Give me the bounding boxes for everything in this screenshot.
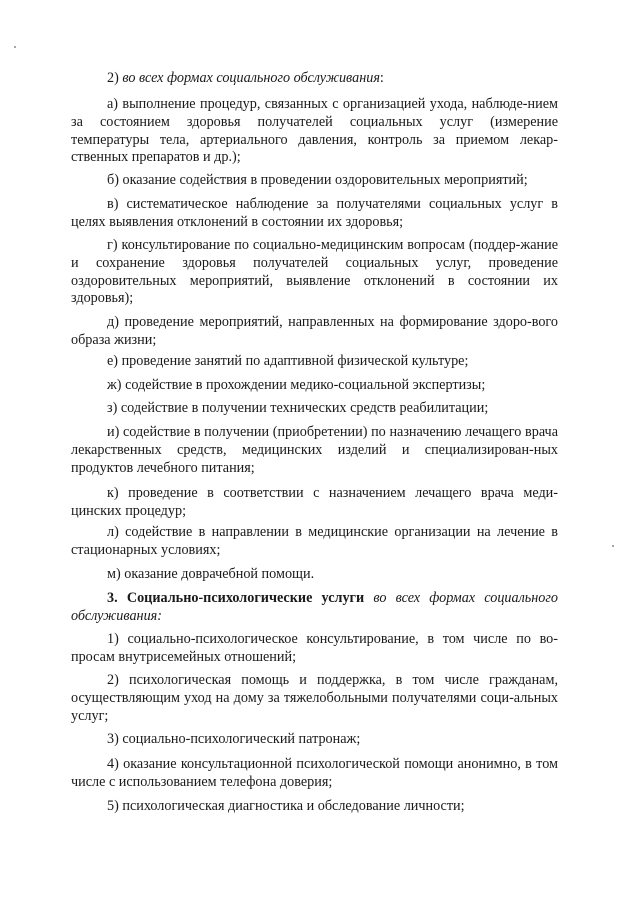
scan-speck <box>612 545 614 547</box>
para-e: е) проведение занятий по адаптивной физической культуре; <box>107 353 469 369</box>
para-v: в) систематическое наблюдение за получателями социальных услуг в целях выявления отклонений в состоянии их здоровья; <box>71 196 558 230</box>
para-2-heading: 2) во всех формах социального обслуживания: <box>107 70 384 86</box>
para-3-4: 4) оказание консультационной психологической помощи анонимно, в том числе с использованием телефона доверия; <box>71 756 558 790</box>
section-3-heading: 3. Социально-психологические услуги во всех формах социального обслуживания: <box>71 590 559 624</box>
para-3-2: 2) психологическая помощь и поддержка, в том числе гражданам, осуществляющим уход на дому за тяжелобольными получателями соци-альных услуг; <box>71 672 558 724</box>
scan-speck <box>14 46 16 48</box>
para-b: б) оказание содействия в проведении оздоровительных мероприятий; <box>107 172 528 188</box>
para-zh: ж) содействие в прохождении медико-социальной экспертизы; <box>107 377 486 393</box>
para-z: з) содействие в получении технических средств реабилитации; <box>107 400 489 416</box>
para-3-5: 5) психологическая диагностика и обследование личности; <box>107 798 465 814</box>
para-a: а) выполнение процедур, связанных с организацией ухода, наблюде-нием за состоянием здоровья получателей социальных услуг (измерение температуры тела, артериального давления, контроль за приемом лекар-ственных препаратов и др.); <box>71 96 558 166</box>
para-l: л) содействие в направлении в медицинские организации на лечение в стационарных условиях; <box>71 524 558 558</box>
para-g: г) консультирование по социально-медицинским вопросам (поддер-жание и сохранение здоровья получателей социальных услуг, проведение оздоровительных мероприятий, выявление отклонений в состоянии их здоровья); <box>71 237 558 307</box>
para-3-3: 3) социально-психологический патронаж; <box>107 731 361 747</box>
para-m: м) оказание доврачебной помощи. <box>107 566 315 582</box>
para-i: и) содействие в получении (приобретении) по назначению лечащего врача лекарственных средств, медицинских изделий и специализирован-ных продуктов лечебного питания; <box>71 424 558 476</box>
para-k: к) проведение в соответствии с назначением лечащего врача меди-цинских процедур; <box>71 485 558 519</box>
para-3-1: 1) социально-психологическое консультирование, в том числе по во-просам внутрисемейных отношений; <box>71 631 558 665</box>
para-d: д) проведение мероприятий, направленных на формирование здоро-вого образа жизни; <box>71 314 558 348</box>
